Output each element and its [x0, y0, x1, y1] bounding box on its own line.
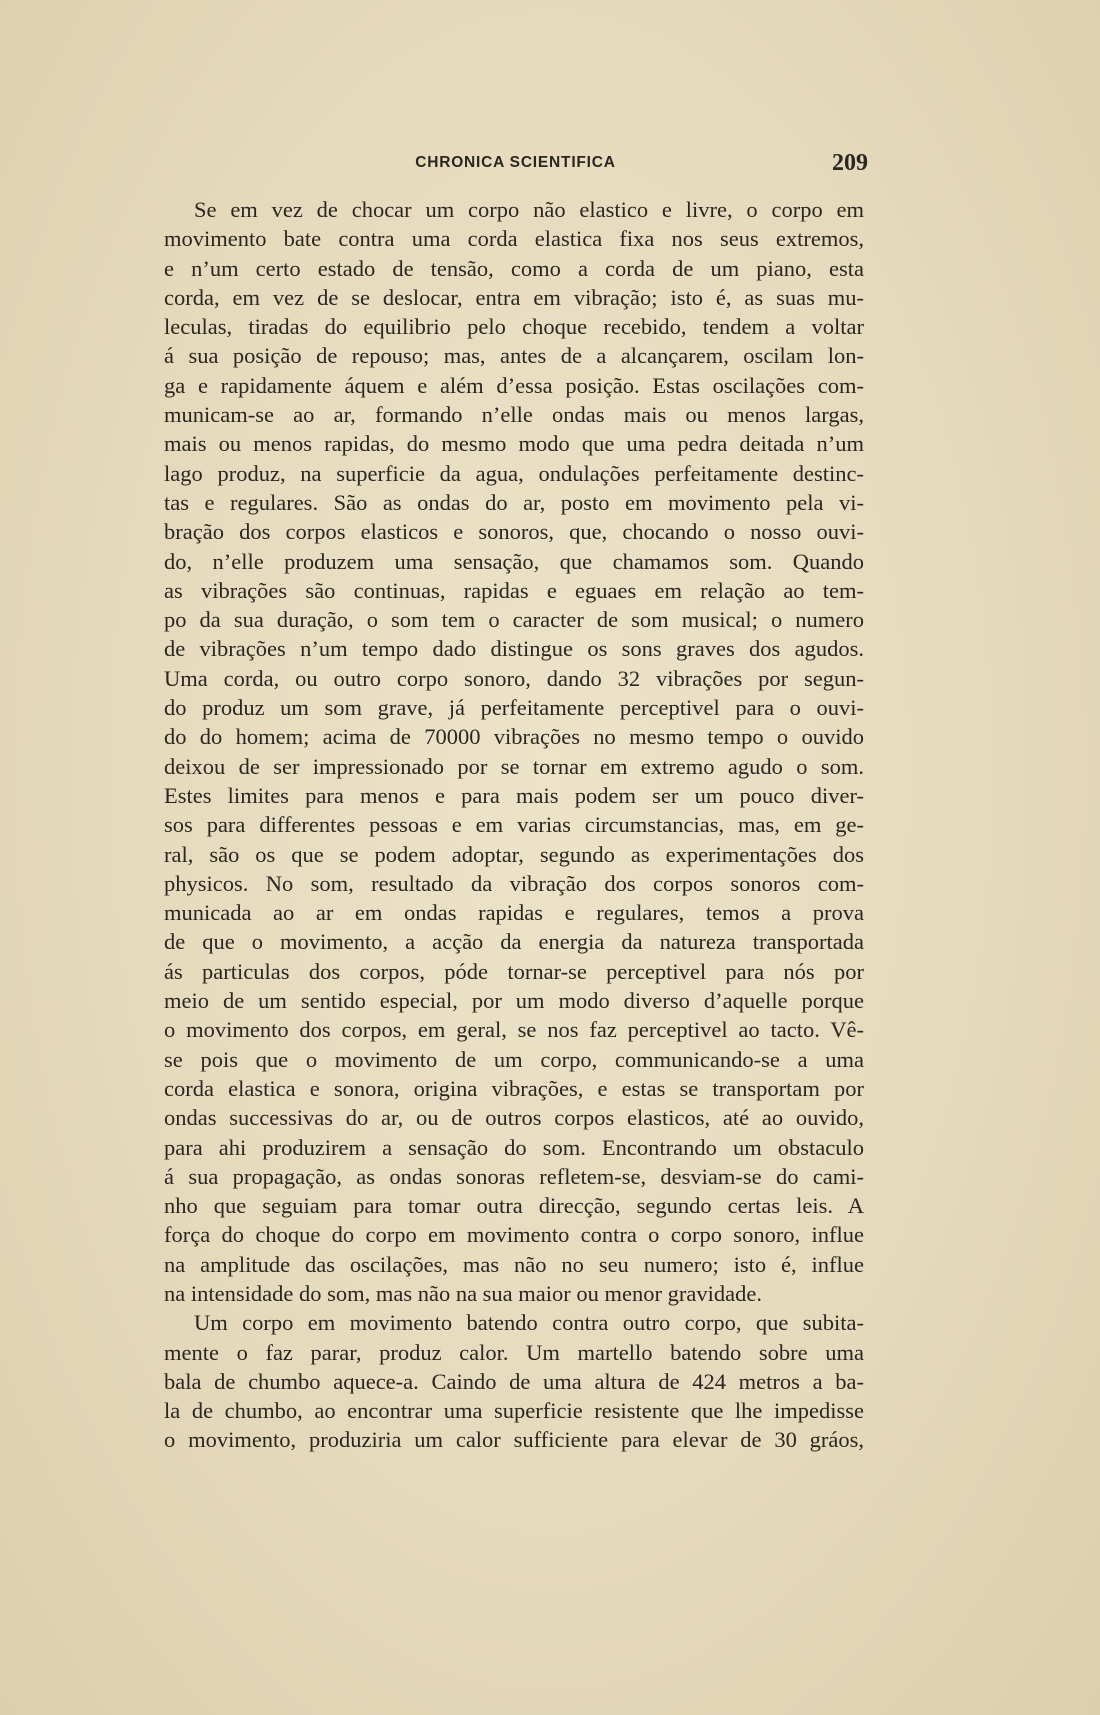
text-line: na intensidade do som, mas não na sua maior ou menor gravidade.: [164, 1280, 762, 1306]
text-line: physicos. No som, resultado da vibração dos corpos sonoros com-: [164, 870, 864, 896]
text-line: de que o movimento, a acção da energia da natureza transportada: [164, 929, 864, 955]
text-line: movimento bate contra uma corda elastica fixa nos seus extremos,: [164, 226, 864, 252]
text-line: la de chumbo, ao encontrar uma superficie resistente que lhe impedisse: [164, 1398, 864, 1424]
text-line: mente o faz parar, produz calor. Um martello batendo sobre uma: [164, 1339, 864, 1365]
running-title: CHRONICA SCIENTIFICA: [415, 154, 616, 171]
text-line: sos para differentes pessoas e em varias circumstancias, mas, em ge-: [164, 812, 864, 838]
text-line: Estes limites para menos e para mais podem ser um pouco diver-: [164, 782, 864, 808]
text-line: ga e rapidamente áquem e além d’essa posição. Estas oscilações com-: [164, 372, 864, 398]
text-line: mais ou menos rapidas, do mesmo modo que uma pedra deitada n’um: [164, 431, 864, 457]
text-line: Um corpo em movimento batendo contra outro corpo, que subita-: [194, 1310, 864, 1336]
text-line: do do homem; acima de 70000 vibrações no mesmo tempo o ouvido: [164, 724, 864, 750]
text-line: e n’um certo estado de tensão, como a corda de um piano, esta: [164, 255, 864, 281]
text-line: do, n’elle produzem uma sensação, que chamamos som. Quando: [164, 548, 864, 574]
text-line: ral, são os que se podem adoptar, segundo as experimentações dos: [164, 841, 864, 867]
text-line: á sua posição de repouso; mas, antes de a alcançarem, oscilam lon-: [164, 343, 864, 369]
text-line: Se em vez de chocar um corpo não elastico e livre, o corpo em: [194, 197, 864, 222]
text-line: força do choque do corpo em movimento contra o corpo sonoro, influe: [164, 1222, 864, 1248]
text-line: municada ao ar em ondas rapidas e regulares, temos a prova: [164, 900, 864, 926]
text-line: leculas, tiradas do equilibrio pelo choque recebido, tendem a voltar: [164, 314, 864, 340]
body-text: [164, 195, 864, 1455]
text-line: de vibrações n’um tempo dado distingue os sons graves dos agudos.: [164, 636, 864, 662]
text-line: o movimento, produziria um calor sufficiente para elevar de 30 gráos,: [164, 1427, 864, 1453]
text-line: ás particulas dos corpos, póde tornar-se perceptivel para nós por: [164, 958, 864, 984]
text-line: deixou de ser impressionado por se tornar em extremo agudo o som.: [164, 753, 864, 779]
text-line: na amplitude das oscilações, mas não no seu numero; isto é, influe: [164, 1251, 864, 1277]
text-line: se pois que o movimento de um corpo, communicando-se a uma: [164, 1046, 864, 1072]
text-line: corda, em vez de se deslocar, entra em vibração; isto é, as suas mu-: [164, 284, 864, 310]
text-line: corda elastica e sonora, origina vibrações, e estas se transportam por: [164, 1075, 864, 1101]
text-line: bração dos corpos elasticos e sonoros, que, chocando o nosso ouvi-: [164, 519, 864, 545]
text-line: o movimento dos corpos, em geral, se nos faz perceptivel ao tacto. Vê-: [164, 1017, 864, 1043]
text-line: lago produz, na superficie da agua, ondulações perfeitamente destinc-: [164, 460, 864, 486]
text-line: as vibrações são continuas, rapidas e eguaes em relação ao tem-: [164, 577, 864, 603]
text-line: meio de um sentido especial, por um modo diverso d’aquelle porque: [164, 988, 864, 1014]
text-line: ondas successivas do ar, ou de outros corpos elasticos, até ao ouvido,: [164, 1105, 864, 1131]
running-head: [163, 150, 868, 182]
text-line: tas e regulares. São as ondas do ar, posto em movimento pela vi-: [164, 489, 864, 515]
text-line: do produz um som grave, já perfeitamente perceptivel para o ouvi-: [164, 695, 864, 721]
text-line: nho que seguiam para tomar outra direcção, segundo certas leis. A: [164, 1193, 864, 1219]
text-line: po da sua duração, o som tem o caracter de som musical; o numero: [164, 607, 864, 633]
text-line: municam-se ao ar, formando n’elle ondas mais ou menos largas,: [164, 402, 864, 428]
text-line: Uma corda, ou outro corpo sonoro, dando 32 vibrações por segun-: [164, 665, 864, 691]
page-number: 209: [832, 150, 868, 176]
text-line: á sua propagação, as ondas sonoras refletem-se, desviam-se do cami-: [164, 1163, 864, 1189]
text-line: para ahi produzirem a sensação do som. Encontrando um obstaculo: [164, 1134, 864, 1160]
text-line: bala de chumbo aquece-a. Caindo de uma altura de 424 metros a ba-: [164, 1368, 864, 1394]
